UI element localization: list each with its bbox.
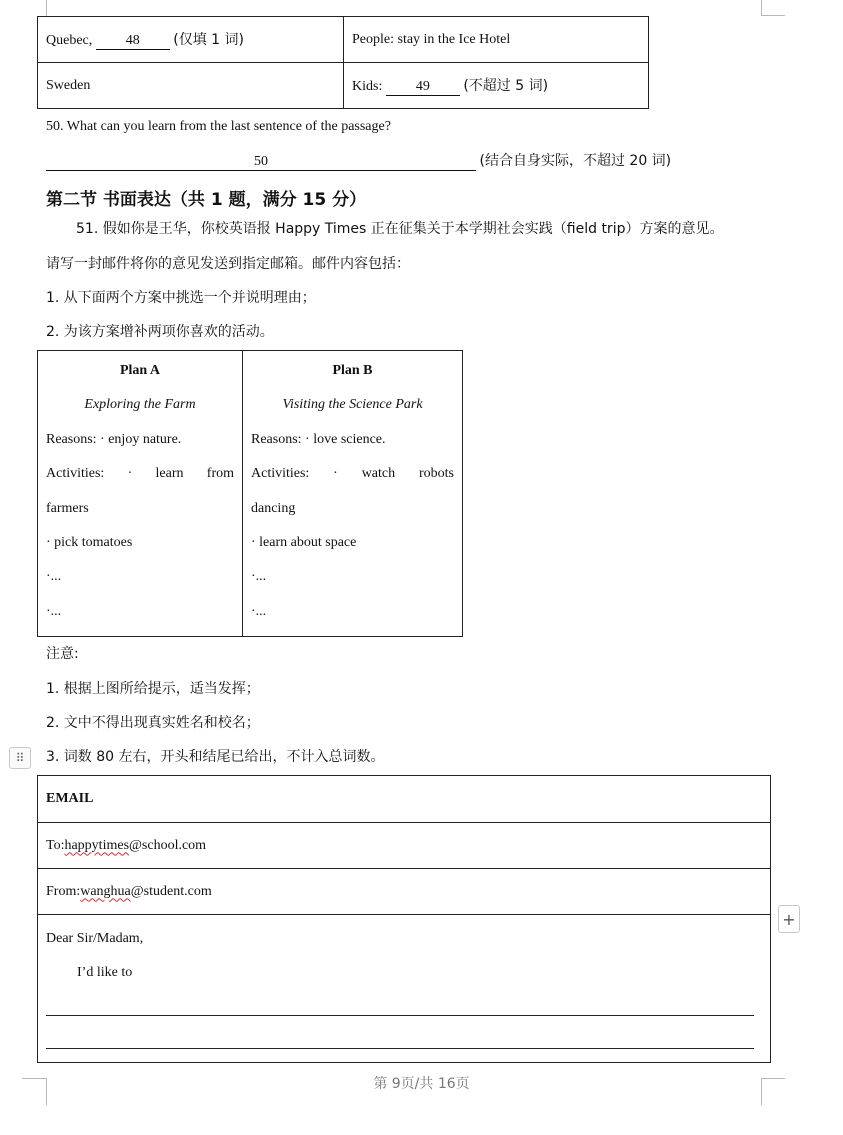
question-50: 50. What can you learn from the last sentence of the passage?	[46, 119, 391, 134]
email-to-row	[38, 823, 771, 869]
crop-mark-top-right-h	[761, 15, 785, 16]
to-address-rest: @school.com	[129, 837, 207, 853]
writing-line	[46, 1015, 754, 1016]
plan-b-item-2: · learn about space	[251, 534, 357, 550]
plan-a-activities-cont: farmers	[46, 500, 89, 516]
word: learn	[155, 466, 184, 482]
word: watch	[361, 466, 396, 482]
table-row	[38, 17, 649, 63]
cell-note: (不超过 5 词)	[463, 78, 549, 94]
from-label: From:	[46, 883, 81, 899]
email-body[interactable]	[38, 915, 771, 1063]
email-greeting: Dear Sir/Madam,	[46, 931, 144, 946]
blank-50[interactable]: 50	[46, 154, 476, 171]
from-address-word: wanghua	[80, 883, 131, 899]
cell-note: (仅填 1 词)	[173, 32, 244, 48]
note-1: 1. 根据上图所给提示，适当发挥；	[46, 681, 260, 697]
blank-49[interactable]: 49	[386, 79, 460, 96]
section-heading: 第二节 书面表达（共 1 题，满分 15 分）	[46, 190, 367, 210]
plan-b-reasons: Reasons: · love science.	[251, 431, 386, 447]
table-row	[38, 823, 771, 869]
word: Activities:	[46, 466, 105, 482]
plan-b-activities	[251, 464, 454, 498]
plus-icon[interactable]: +	[778, 905, 800, 933]
plan-b-more-2: ·...	[251, 603, 267, 619]
plan-b-subtitle: Visiting the Science Park	[282, 397, 423, 413]
word: ·	[333, 466, 338, 482]
from-address-rest: @student.com	[130, 883, 212, 899]
to-address-word: happytimes	[64, 837, 130, 853]
word: from	[206, 466, 234, 482]
notes-label: 注意:	[46, 646, 79, 662]
email-header: EMAIL	[38, 776, 771, 823]
word: ·	[127, 466, 133, 482]
plan-a-subtitle: Exploring the Farm	[84, 397, 196, 413]
email-from-row	[38, 869, 771, 915]
plan-b-more-1: ·...	[251, 569, 267, 585]
word: robots	[418, 466, 454, 482]
plan-a-reasons: Reasons: · enjoy nature.	[46, 431, 182, 447]
table-row	[38, 915, 771, 1063]
cell-text: Sweden	[46, 77, 91, 93]
cell-text: Kids:	[352, 79, 383, 94]
question-50-note: (结合自身实际，不超过 20 词)	[479, 153, 672, 169]
answer-table	[37, 16, 649, 109]
drag-handle-icon[interactable]: ⠿	[9, 747, 31, 769]
plan-b-title: Plan B	[332, 363, 373, 378]
writing-line	[46, 1048, 754, 1049]
crop-mark-top-left-v	[46, 0, 47, 16]
blank-48[interactable]: 48	[96, 33, 170, 50]
plan-b-activities-cont: dancing	[251, 500, 296, 516]
plan-a-more-2: ·...	[46, 603, 62, 619]
plan-b-cell	[243, 351, 463, 637]
table-cell	[38, 63, 344, 109]
table-cell	[344, 63, 649, 109]
plan-a-title: Plan A	[119, 363, 161, 378]
plan-a-more-1: ·...	[46, 569, 62, 585]
prompt-line-2: 请写一封邮件将你的意见发送到指定邮箱。邮件内容包括：	[46, 256, 410, 272]
table-row	[38, 869, 771, 915]
cell-text: Quebec,	[46, 33, 93, 48]
email-opening: I’d like to	[77, 965, 133, 980]
cell-text: People: stay in the Ice Hotel	[352, 31, 511, 47]
plan-a-item-2: · pick tomatoes	[46, 534, 133, 550]
crop-mark-top-right-v	[761, 0, 762, 16]
table-row	[38, 63, 649, 109]
plans-table	[37, 350, 463, 637]
table-cell	[344, 17, 649, 63]
answer-line-50	[46, 151, 671, 172]
to-label: To:	[46, 837, 65, 853]
page-number: 第 9页/共 16页	[373, 1076, 470, 1092]
note-2: 2. 文中不得出现真实姓名和校名；	[46, 715, 260, 731]
plan-a-cell	[38, 351, 243, 637]
prompt-point-2: 2. 为该方案增补两项你喜欢的活动。	[46, 324, 274, 340]
email-table	[37, 775, 771, 1063]
table-cell	[38, 17, 344, 63]
note-3: 3. 词数 80 左右，开头和结尾已给出，不计入总词数。	[46, 749, 385, 765]
word: Activities:	[251, 466, 310, 482]
prompt-point-1: 1. 从下面两个方案中挑选一个并说明理由；	[46, 290, 316, 306]
table-row	[38, 776, 771, 823]
table-row	[38, 351, 463, 637]
prompt-line-1: 51. 假如你是王华，你校英语报 Happy Times 正在征集关于本学期社会实践（field trip）方案的意见。	[76, 221, 724, 237]
plan-a-activities	[46, 464, 234, 498]
